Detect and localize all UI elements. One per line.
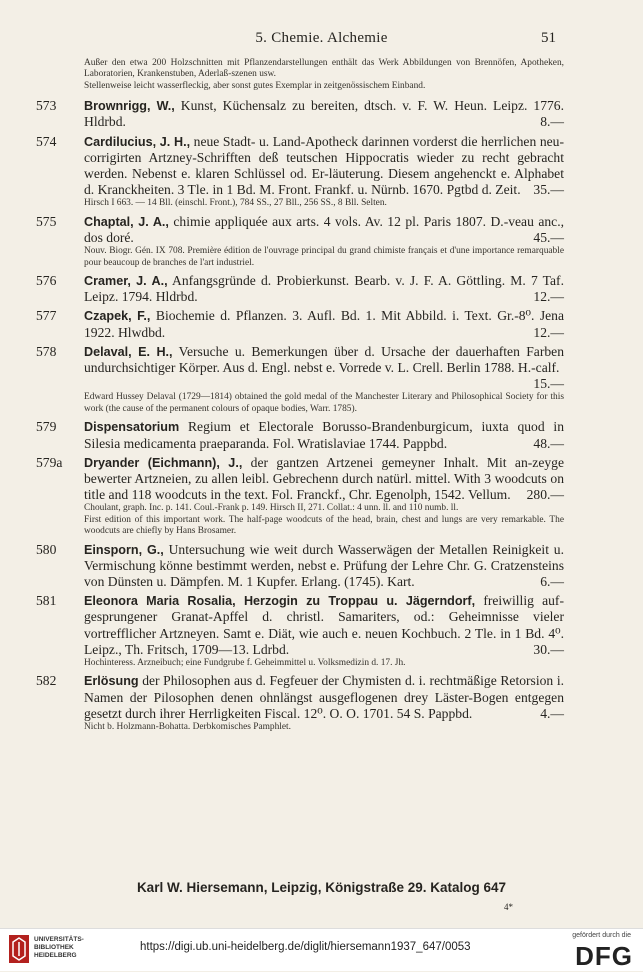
dfg-logo: DFG <box>575 941 633 971</box>
entry-price: 12.— <box>533 289 564 305</box>
entry-description: Biochemie d. Pflanzen. 3. Aufl. Bd. 1. Mit Abbild. i. Text. Gr.-8⁰. Jena 1922. Hlwdbd. <box>84 308 564 340</box>
catalog-entry <box>36 273 564 305</box>
entry-price: 280.— <box>526 487 564 503</box>
entry-text <box>36 273 564 305</box>
page-url[interactable]: https://digi.ub.uni-heidelberg.de/diglit/hiersemann1937_647/0053 <box>140 941 471 953</box>
entry-text <box>36 419 564 451</box>
entry-note: Edward Hussey Delaval (1729—1814) obtained the gold medal of the Manchester Literary and Philosophical Society for this work (the cause of the permanent colours of opaque bodies, Warr. 1785). <box>84 392 564 414</box>
entry-price: 4.— <box>540 705 564 721</box>
university-seal-icon <box>8 934 30 964</box>
entry-note: Nouv. Biogr. Gén. IX 708. Première édition de l'ouvrage principal du grand chimiste français et d'une importance remarquable pour beaucoup de branches de l'art industriel. <box>84 246 564 268</box>
entry-price: 8.— <box>540 114 564 130</box>
entry-description: Regium et Electorale Borusso-Brandenburgicum, iuxta quod in Silesia medicamenta praeparanda. Fol. Wratislaviae 1744. Pappbd. <box>84 419 564 451</box>
entry-number: 574 <box>36 133 57 149</box>
entry-note: First edition of this important work. The half-page woodcuts of the head, brain, chest and lungs are very remarkable. The woodcuts are chiefly by Hans Brosamer. <box>84 514 564 537</box>
entry-list <box>36 98 564 733</box>
page-number: 51 <box>541 30 556 46</box>
entry-note: Hochinteress. Arzneibuch; eine Fundgrube f. Geheimmittel u. Volksmedizin d. 17. Jh. <box>84 657 406 668</box>
entry-price: 15.— <box>533 376 564 392</box>
library-name: UNIVERSITÄTS-BIBLIOTHEK HEIDELBERG <box>34 936 84 959</box>
entry-price: 35.— <box>533 182 564 198</box>
catalog-entry <box>36 214 564 269</box>
catalog-entry <box>36 344 564 415</box>
entry-text <box>36 673 564 722</box>
entry-description: Kunst, Küchensalz zu bereiten, dtsch. v. F. W. Heun. Leipz. 1776. Hldrbd. <box>84 98 564 130</box>
entry-price: 45.— <box>533 230 564 246</box>
entry-description: Versuche u. Bemerkungen über d. Ursache der dauerhaften Farben undurchsichtiger Körper. Aus d. Engl. nebst e. Vorrede v. L. Crell. Berlin 1788. H.-calf. <box>84 343 564 376</box>
entry-author: Erlösung <box>84 674 139 689</box>
entry-author: Brownrigg, W., <box>84 99 175 114</box>
entry-number: 579 <box>36 419 57 435</box>
entry-text <box>36 308 564 340</box>
entry-author: Eleonora Maria Rosalia, Herzogin zu Troppau u. Jägerndorf, <box>84 594 476 609</box>
entry-author: Czapek, F., <box>84 309 151 324</box>
entry-author: Delaval, E. H., <box>84 344 173 359</box>
entry-text <box>36 134 564 199</box>
entry-text <box>36 455 564 504</box>
entry-number: 582 <box>36 673 57 689</box>
entry-price: 30.— <box>533 641 564 657</box>
entry-number: 579a <box>36 454 63 470</box>
entry-author: Chaptal, J. A., <box>84 214 169 229</box>
catalog-entry <box>36 308 564 340</box>
signature-mark: 4* <box>504 902 513 912</box>
entry-number: 573 <box>36 98 57 114</box>
intro-note: Stellenweise leicht wasserfleckig, aber sonst gutes Exemplar in zeitgenössischem Einband. <box>84 80 426 91</box>
entry-description: der gantzen Artzenei gemeyner Inhalt. Mit an-zeyge bewerter Artzneien, zu allen leibl. Gebrechenn durch natürl. mittel. With 3 woodcuts on title and 118 woodcuts in the text. Fol. Franckf., Chr. Egenolph, 1542. Vellum. <box>84 454 564 503</box>
entry-author: Cramer, J. A., <box>84 274 168 289</box>
section-title: 5. Chemie. Alchemie <box>255 30 388 46</box>
entry-price: 6.— <box>540 573 564 589</box>
catalog-entry <box>36 593 564 669</box>
entry-text <box>36 542 564 591</box>
catalog-entry <box>36 542 564 591</box>
entry-text <box>36 214 564 246</box>
entry-number: 576 <box>36 273 57 289</box>
entry-number: 580 <box>36 541 57 557</box>
page-header <box>0 30 643 50</box>
entry-number: 578 <box>36 343 57 359</box>
entry-price: 12.— <box>533 324 564 340</box>
catalog-entry <box>36 98 564 130</box>
entry-author: Cardilucius, J. H., <box>84 134 191 149</box>
entry-text <box>36 344 564 393</box>
catalog-content <box>36 58 564 737</box>
entry-number: 581 <box>36 593 57 609</box>
entry-author: Dryander (Eichmann), J., <box>84 455 243 470</box>
entry-description: Untersuchung wie weit durch Wasserwägen der Metallen Reinigkeit u. Vermischung könne bestimmt werden, nebst e. Prüfung der Lehre Chr. G. Cratzensteins von Dünsten u. Dämpfen. M. 1 Kupfer. Erlang. (1745). Kart. <box>84 541 564 589</box>
entry-note: Choulant, graph. Inc. p. 141. Coul.-Frank p. 149. Hirsch II, 271. Collat.: 4 unn. ll. and 110 numb. ll. <box>84 503 459 514</box>
entry-number: 577 <box>36 308 57 324</box>
viewer-bar <box>0 928 643 971</box>
entry-note: Nicht b. Holzmann-Bohatta. Derbkomisches Pamphlet. <box>84 721 291 732</box>
catalog-entry <box>36 134 564 210</box>
intro-note: Außer den etwa 200 Holzschnitten mit Pflanzendarstellungen enthält das Werk Abbildungen von Brennöfen, Apotheken, Laboratorien, Krankenstuben, Aderlaß-szenen usw. <box>84 58 564 80</box>
catalog-footer: Karl W. Hiersemann, Leipzig, Königstraße 29. Katalog 647 <box>136 880 507 895</box>
entry-text <box>36 593 564 658</box>
entry-author: Dispensatorium <box>84 420 180 435</box>
entry-description: neue Stadt- u. Land-Apotheck darinnen vorderst die herrlichen neu-corrigirten Artzney-Schrifften deß teutschen Hippocratis wieder zu recht gebracht werden. Nebenst e. klaren Schlüssel od. Er-läuterung. Diesem angehenckt e. Alphabet d. Kranckheiten. 3 Tle. in 1 Bd. M. Front. Frankf. u. Nürnb. 1670. Pgtbd d. Zeit. <box>84 133 564 198</box>
catalog-entry <box>36 419 564 451</box>
entry-description: freiwillig auf-gesprungener Granat-Apffel d. christl. Samariters, od.: Geheimnisse vieler vortrefflicher Artzneyen. Samt e. Diät, wie auch e. neuen Kochbuch. 2 Tle. in 1 Bd. 4⁰. Leipz., Th. Fritsch, 1709—13. Ldrbd. <box>84 593 564 657</box>
funder-caption: gefördert durch die <box>572 932 631 939</box>
entry-description: der Philosophen aus d. Fegfeuer der Chymisten d. i. rechtmäßige Retorsion i. Namen der Pilosophen denen ohnlängst ausgeflogenen drey Läster-Bogen entgegen gesetzt durch ihrer Herrligkeiten Fiscal. 12⁰. O. O. 1701. 54 S. Pappbd. <box>84 673 564 721</box>
catalog-entry <box>36 455 564 538</box>
entry-number: 575 <box>36 213 57 229</box>
entry-text <box>36 98 564 130</box>
entry-description: chimie appliquée aux arts. 4 vols. Av. 12 pl. Paris 1807. D.-veau anc., dos doré. <box>84 213 565 246</box>
entry-note: Hirsch I 663. — 14 Bll. (einschl. Front.), 784 SS., 27 Bll., 256 SS., 8 Bll. Selten. <box>84 198 387 209</box>
entry-description: Anfangsgründe d. Probierkunst. Bearb. v. J. F. A. Göttling. M. 7 Taf. Leipz. 1794. Hldrbd. <box>84 273 564 305</box>
entry-price: 48.— <box>533 435 564 451</box>
catalog-entry <box>36 673 564 733</box>
entry-author: Einsporn, G., <box>84 542 164 557</box>
